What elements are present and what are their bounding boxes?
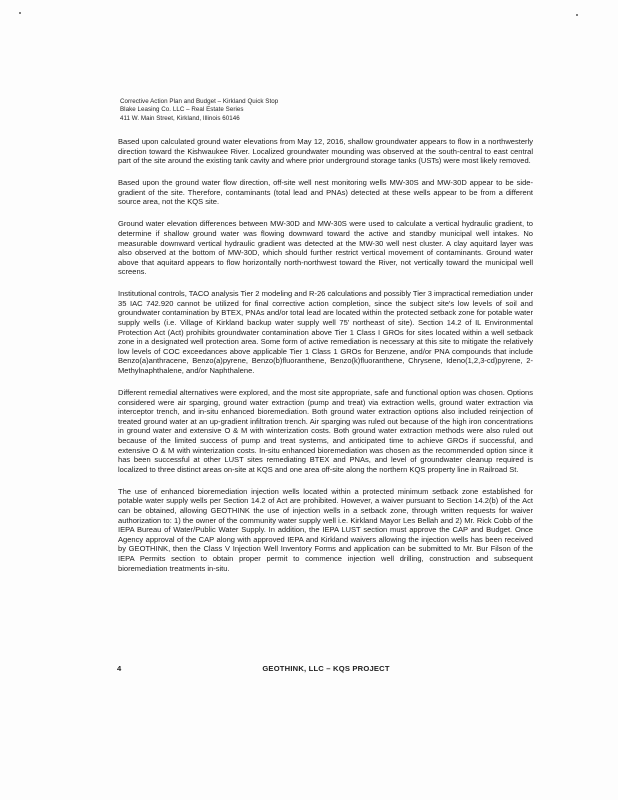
- document-body: [118, 137, 533, 586]
- footer-title: GEOTHINK, LLC – KQS PROJECT: [262, 664, 390, 673]
- paragraph-offsite-wells: Based upon the ground water flow direction, off-site well nest monitoring wells MW-30S and MW-30D appear to be side-gradient of the site. Therefore, contaminants (total lead and PNAs) detected at these wells appear to be from a different source area, not the KQS site.: [118, 178, 533, 207]
- paragraph-remedial-alternatives: Different remedial alternatives were explored, and the most site appropriate, safe and functional option was chosen. Options considered were air sparging, ground water extraction (pump and treat) via extraction wells, ground water extraction via interceptor trench, and in-situ enhanced bioremediation. Both ground water extraction options also included reinjection of treated ground water at an up-gradient infiltration trench. Air sparging was ruled out because of the high iron concentrations in ground water and extensive O & M with winterization costs. Both ground water extraction methods were also ruled out because of the limited success of pump and treat systems, and anticipated time to achieve GROs if successful, and extensive O & M with winterization costs. In-situ enhanced bioremediation was chosen as the recommended option since it has been successful at other LUST sites remediating BTEX and PNAs, and level of groundwater cleanup required is localized to three distinct areas on-site at KQS and one area off-site along the northern KQS property line in Railroad St.: [118, 388, 533, 474]
- header-line-address: 411 W. Main Street, Kirkland, Illinois 60146: [120, 114, 240, 122]
- scan-speck: [576, 14, 578, 16]
- paragraph-institutional-controls: Institutional controls, TACO analysis Tier 2 modeling and R-26 calculations and possibly Tier 3 impractical remediation under 35 IAC 742.920 cannot be utilized for final corrective action completion, since the subject site's low levels of soil and groundwater contamination by BTEX, PNAs and/or total lead are located within the protected setback zone for potable water supply wells (i.e. Village of Kirkland backup water supply well 75' northeast of site). Section 14.2 of IL Environmental Protection Act (Act) prohibits groundwater contamination above Tier 1 Class I GROs for sites located within a well setback zone in a designated well protection area. Some form of active remediation is necessary at this site to mitigate the relatively low levels of COC exceedances above applicable Tier 1 Class 1 GROs for Benzene, and/or PNA compounds that include Benzo(a)anthracene, Benzo(a)pyrene, Benzo(b)fluoranthene, Benzo(k)fluoranthene, Chrysene, Ideno(1,2,3-cd)pyrene, 2-Methylnaphthalene, and/or Naphthalene.: [118, 289, 534, 376]
- paragraph-injection-wells: The use of enhanced bioremediation injection wells located within a protected minimum setback zone established for potable water supply wells per Section 14.2 of Act are prohibited. However, a waiver pursuant to Section 14.2(b) of the Act can be obtained, allowing GEOTHINK the use of injection wells in a setback zone, through written requests for waiver authorization to: 1) the owner of the community water supply well i.e. Kirkland Mayor Les Bellah and 2) Mr. Rick Cobb of the IEPA Bureau of Water/Public Water Supply. In addition, the IEPA LUST section must approve the CAP and Budget. Once Agency approval of the CAP along with approved IEPA and Kirkland waivers allowing the injection wells has been received by GEOTHINK, then the Class V Injection Well Inventory Forms and application can be submitted to Mr. Bur Filson of the IEPA Permits section to obtain proper permit to commence injection well drilling, construction and subsequent bioremediation treatments in-situ.: [118, 486, 533, 573]
- header-line-owner: Blake Leasing Co. LLC – Real Estate Series: [120, 106, 244, 114]
- scan-speck: [19, 12, 21, 14]
- page-number: 4: [117, 664, 122, 673]
- paragraph-flow-direction: Based upon calculated ground water elevations from May 12, 2016, shallow groundwater appears to flow in a northwesterly direction toward the Kishwaukee River. Localized groundwater mounding was observed at the south-central to east central part of the site around the existing tank cavity and where prior underground storage tanks (USTs) were most likely removed.: [118, 137, 533, 166]
- paragraph-vertical-gradient: Ground water elevation differences between MW-30D and MW-30S were used to calculate a vertical hydraulic gradient, to determine if shallow ground water was flowing downward toward the active and standby municipal well intakes. No measurable downward vertical hydraulic gradient was detected at the MW-30 well nest cluster. A clay aquitard layer was also observed at the bottom of MW-30D, which should further restrict vertical movement of contaminants. Ground water above that aquitard appears to flow horizontally north-northwest toward the River, not vertically toward the municipal well screens.: [118, 219, 533, 277]
- header-line-project: Corrective Action Plan and Budget – Kirkland Quick Stop: [120, 98, 279, 105]
- document-footer: [117, 664, 535, 676]
- document-header: [120, 98, 540, 123]
